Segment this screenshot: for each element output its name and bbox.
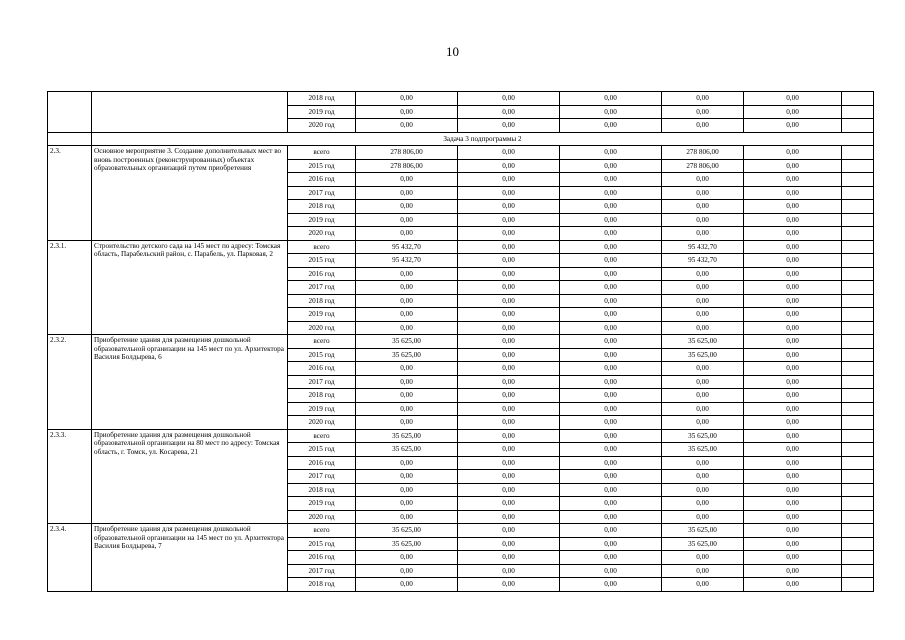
value-cell: 0,00	[560, 92, 662, 106]
year-cell: 2020 год	[288, 510, 356, 524]
value-cell: 0,00	[662, 578, 744, 592]
value-cell: 0,00	[560, 146, 662, 160]
year-cell: 2017 год	[288, 281, 356, 295]
year-cell: 2020 год	[288, 416, 356, 430]
value-cell: 278 806,00	[356, 159, 458, 173]
value-cell: 35 625,00	[356, 443, 458, 457]
value-cell: 0,00	[662, 200, 744, 214]
year-cell: 2015 год	[288, 443, 356, 457]
value-cell: 0,00	[458, 173, 560, 187]
year-cell: 2018 год	[288, 389, 356, 403]
empty-cell	[842, 443, 874, 457]
value-cell: 0,00	[744, 402, 842, 416]
item-name-cell	[92, 335, 288, 430]
year-cell: 2016 год	[288, 551, 356, 565]
value-cell: 0,00	[458, 578, 560, 592]
value-cell: 0,00	[662, 186, 744, 200]
value-cell: 0,00	[744, 510, 842, 524]
value-cell: 0,00	[662, 92, 744, 106]
item-number: 2.3.3.	[48, 429, 92, 524]
value-cell: 0,00	[458, 483, 560, 497]
year-cell: 2016 год	[288, 362, 356, 376]
year-cell: 2019 год	[288, 105, 356, 119]
value-cell: 0,00	[662, 564, 744, 578]
item-name-cell	[92, 146, 288, 241]
value-cell: 0,00	[662, 119, 744, 133]
value-cell: 0,00	[458, 510, 560, 524]
value-cell: 0,00	[744, 294, 842, 308]
empty-cell	[842, 335, 874, 349]
value-cell: 0,00	[356, 362, 458, 376]
table-row	[48, 146, 874, 160]
table-row	[48, 335, 874, 349]
year-cell: 2020 год	[288, 321, 356, 335]
value-cell: 0,00	[744, 119, 842, 133]
value-cell: 95 432,70	[662, 254, 744, 268]
value-cell: 0,00	[560, 186, 662, 200]
value-cell: 0,00	[560, 443, 662, 457]
value-cell: 0,00	[744, 267, 842, 281]
empty-cell	[842, 281, 874, 295]
value-cell: 0,00	[744, 227, 842, 241]
value-cell: 0,00	[356, 105, 458, 119]
empty-cell	[842, 294, 874, 308]
name-cell	[92, 92, 288, 133]
value-cell: 0,00	[356, 281, 458, 295]
value-cell: 0,00	[744, 443, 842, 457]
empty-cell	[842, 200, 874, 214]
value-cell: 0,00	[560, 119, 662, 133]
empty-cell	[842, 254, 874, 268]
value-cell: 0,00	[662, 267, 744, 281]
value-cell: 0,00	[356, 551, 458, 565]
value-cell: 0,00	[356, 173, 458, 187]
value-cell: 0,00	[662, 389, 744, 403]
value-cell: 0,00	[662, 227, 744, 241]
item-name: Строительство детского сада на 145 мест по адресу: Томская область, Парабельский район, с. Парабель, ул. Парковая, 2	[94, 241, 281, 259]
value-cell: 0,00	[458, 389, 560, 403]
value-cell: 0,00	[458, 92, 560, 106]
page-number: 10	[446, 44, 459, 59]
value-cell: 0,00	[744, 173, 842, 187]
value-cell: 0,00	[662, 551, 744, 565]
year-cell: всего	[288, 146, 356, 160]
value-cell: 0,00	[744, 254, 842, 268]
value-cell: 0,00	[744, 308, 842, 322]
empty-cell	[842, 483, 874, 497]
empty-cell	[842, 213, 874, 227]
value-cell: 95 432,70	[356, 240, 458, 254]
value-cell: 35 625,00	[662, 524, 744, 538]
value-cell: 0,00	[356, 267, 458, 281]
value-cell: 0,00	[458, 402, 560, 416]
value-cell: 0,00	[662, 416, 744, 430]
empty-cell	[842, 362, 874, 376]
value-cell: 0,00	[356, 564, 458, 578]
value-cell: 35 625,00	[662, 537, 744, 551]
value-cell: 0,00	[744, 470, 842, 484]
value-cell: 0,00	[560, 254, 662, 268]
value-cell: 0,00	[744, 578, 842, 592]
empty-cell	[842, 456, 874, 470]
year-cell: всего	[288, 240, 356, 254]
empty-cell	[842, 267, 874, 281]
value-cell: 0,00	[662, 294, 744, 308]
value-cell: 0,00	[744, 362, 842, 376]
value-cell: 95 432,70	[356, 254, 458, 268]
item-name-cell	[92, 524, 288, 592]
item-number: 2.3.	[48, 146, 92, 241]
year-cell: 2017 год	[288, 564, 356, 578]
value-cell: 0,00	[458, 281, 560, 295]
value-cell: 0,00	[662, 105, 744, 119]
empty-cell	[842, 159, 874, 173]
value-cell: 0,00	[560, 173, 662, 187]
number-cell	[48, 132, 92, 146]
table-row	[48, 524, 874, 538]
year-cell: 2015 год	[288, 348, 356, 362]
value-cell: 278 806,00	[356, 146, 458, 160]
value-cell: 0,00	[458, 456, 560, 470]
value-cell: 0,00	[560, 281, 662, 295]
year-cell: 2015 год	[288, 537, 356, 551]
value-cell: 0,00	[662, 497, 744, 511]
value-cell: 0,00	[744, 321, 842, 335]
value-cell: 0,00	[458, 470, 560, 484]
task-row	[48, 132, 874, 146]
value-cell: 35 625,00	[662, 429, 744, 443]
value-cell: 0,00	[356, 416, 458, 430]
value-cell: 0,00	[560, 375, 662, 389]
item-name-cell	[92, 240, 288, 335]
value-cell: 0,00	[356, 92, 458, 106]
empty-cell	[842, 497, 874, 511]
value-cell: 0,00	[458, 227, 560, 241]
empty-cell	[842, 510, 874, 524]
value-cell: 0,00	[560, 348, 662, 362]
value-cell: 0,00	[458, 200, 560, 214]
value-cell: 95 432,70	[662, 240, 744, 254]
value-cell: 0,00	[744, 375, 842, 389]
value-cell: 35 625,00	[356, 429, 458, 443]
value-cell: 0,00	[458, 308, 560, 322]
empty-cell	[842, 308, 874, 322]
value-cell: 0,00	[744, 389, 842, 403]
empty-cell	[842, 564, 874, 578]
value-cell: 0,00	[560, 200, 662, 214]
value-cell: 0,00	[662, 375, 744, 389]
value-cell: 0,00	[458, 497, 560, 511]
value-cell: 0,00	[458, 294, 560, 308]
value-cell: 35 625,00	[356, 537, 458, 551]
empty-cell	[842, 105, 874, 119]
value-cell: 0,00	[356, 402, 458, 416]
value-cell: 0,00	[458, 254, 560, 268]
year-cell: 2015 год	[288, 254, 356, 268]
year-cell: 2016 год	[288, 267, 356, 281]
year-cell: 2018 год	[288, 92, 356, 106]
value-cell: 0,00	[560, 308, 662, 322]
value-cell: 0,00	[560, 321, 662, 335]
value-cell: 0,00	[458, 564, 560, 578]
value-cell: 0,00	[744, 213, 842, 227]
value-cell: 0,00	[662, 281, 744, 295]
empty-cell	[842, 119, 874, 133]
value-cell: 0,00	[560, 105, 662, 119]
value-cell: 0,00	[744, 159, 842, 173]
item-name-cell	[92, 429, 288, 524]
year-cell: 2017 год	[288, 375, 356, 389]
empty-cell	[842, 402, 874, 416]
year-cell: 2019 год	[288, 497, 356, 511]
value-cell: 0,00	[458, 186, 560, 200]
value-cell: 0,00	[662, 362, 744, 376]
value-cell: 0,00	[458, 443, 560, 457]
value-cell: 0,00	[744, 497, 842, 511]
value-cell: 0,00	[356, 213, 458, 227]
value-cell: 0,00	[744, 146, 842, 160]
item-name: Приобретение здания для размещения дошкольной образовательной организации на 145 мест по ул. Архитектора Василия Болдырева, 7	[94, 525, 284, 551]
value-cell: 0,00	[458, 213, 560, 227]
value-cell: 0,00	[744, 186, 842, 200]
year-cell: всего	[288, 335, 356, 349]
empty-cell	[842, 186, 874, 200]
year-cell: 2018 год	[288, 578, 356, 592]
value-cell: 0,00	[662, 483, 744, 497]
value-cell: 0,00	[662, 470, 744, 484]
value-cell: 0,00	[560, 510, 662, 524]
table-row	[48, 92, 874, 106]
value-cell: 35 625,00	[662, 335, 744, 349]
value-cell: 0,00	[560, 537, 662, 551]
table-body	[48, 92, 874, 592]
number-cell	[48, 92, 92, 133]
empty-cell	[842, 416, 874, 430]
item-number: 2.3.1.	[48, 240, 92, 335]
table-row	[48, 429, 874, 443]
value-cell: 0,00	[744, 564, 842, 578]
table-row	[48, 240, 874, 254]
value-cell: 0,00	[560, 402, 662, 416]
value-cell: 0,00	[560, 470, 662, 484]
value-cell: 0,00	[560, 389, 662, 403]
year-cell: 2019 год	[288, 402, 356, 416]
year-cell: 2020 год	[288, 227, 356, 241]
value-cell: 0,00	[356, 470, 458, 484]
year-cell: 2018 год	[288, 483, 356, 497]
empty-cell	[842, 375, 874, 389]
value-cell: 0,00	[458, 551, 560, 565]
year-cell: 2016 год	[288, 173, 356, 187]
value-cell: 0,00	[356, 389, 458, 403]
item-number: 2.3.4.	[48, 524, 92, 592]
value-cell: 0,00	[662, 213, 744, 227]
value-cell: 0,00	[458, 537, 560, 551]
value-cell: 0,00	[356, 119, 458, 133]
task-title: Задача 3 подпрограммы 2	[92, 132, 874, 146]
year-cell: 2019 год	[288, 308, 356, 322]
value-cell: 0,00	[744, 281, 842, 295]
value-cell: 0,00	[356, 308, 458, 322]
value-cell: 0,00	[356, 375, 458, 389]
value-cell: 0,00	[560, 429, 662, 443]
value-cell: 0,00	[560, 362, 662, 376]
value-cell: 0,00	[560, 240, 662, 254]
value-cell: 0,00	[560, 213, 662, 227]
value-cell: 0,00	[662, 456, 744, 470]
value-cell: 0,00	[560, 227, 662, 241]
year-cell: 2016 год	[288, 456, 356, 470]
empty-cell	[842, 551, 874, 565]
value-cell: 35 625,00	[356, 524, 458, 538]
value-cell: 0,00	[744, 456, 842, 470]
value-cell: 0,00	[744, 105, 842, 119]
value-cell: 0,00	[744, 200, 842, 214]
empty-cell	[842, 470, 874, 484]
year-cell: 2018 год	[288, 200, 356, 214]
value-cell: 0,00	[356, 578, 458, 592]
value-cell: 0,00	[560, 159, 662, 173]
value-cell: 0,00	[458, 119, 560, 133]
value-cell: 0,00	[458, 416, 560, 430]
value-cell: 0,00	[662, 402, 744, 416]
value-cell: 0,00	[458, 362, 560, 376]
value-cell: 278 806,00	[662, 146, 744, 160]
year-cell: 2017 год	[288, 186, 356, 200]
year-cell: 2018 год	[288, 294, 356, 308]
value-cell: 0,00	[744, 483, 842, 497]
value-cell: 0,00	[356, 186, 458, 200]
empty-cell	[842, 92, 874, 106]
value-cell: 0,00	[560, 497, 662, 511]
year-cell: 2017 год	[288, 470, 356, 484]
value-cell: 0,00	[560, 524, 662, 538]
value-cell: 0,00	[458, 321, 560, 335]
year-cell: 2019 год	[288, 213, 356, 227]
year-cell: всего	[288, 524, 356, 538]
empty-cell	[842, 578, 874, 592]
empty-cell	[842, 240, 874, 254]
value-cell: 0,00	[662, 173, 744, 187]
value-cell: 0,00	[662, 308, 744, 322]
value-cell: 0,00	[560, 564, 662, 578]
value-cell: 0,00	[560, 456, 662, 470]
value-cell: 0,00	[458, 267, 560, 281]
value-cell: 0,00	[356, 483, 458, 497]
value-cell: 0,00	[662, 510, 744, 524]
value-cell: 0,00	[744, 92, 842, 106]
value-cell: 0,00	[560, 416, 662, 430]
value-cell: 0,00	[458, 429, 560, 443]
year-cell: всего	[288, 429, 356, 443]
value-cell: 0,00	[744, 429, 842, 443]
empty-cell	[842, 227, 874, 241]
value-cell: 0,00	[458, 146, 560, 160]
empty-cell	[842, 537, 874, 551]
empty-cell	[842, 429, 874, 443]
value-cell: 0,00	[458, 524, 560, 538]
empty-cell	[842, 389, 874, 403]
item-number: 2.3.2.	[48, 335, 92, 430]
value-cell: 0,00	[356, 294, 458, 308]
value-cell: 0,00	[744, 240, 842, 254]
value-cell: 0,00	[356, 497, 458, 511]
value-cell: 0,00	[560, 551, 662, 565]
item-name: Приобретение здания для размещения дошкольной образовательной организации на 80 мест по адресу: Томская область, г. Томск, ул. Косарева, 21	[94, 430, 280, 456]
empty-cell	[842, 348, 874, 362]
value-cell: 0,00	[458, 348, 560, 362]
value-cell: 35 625,00	[662, 443, 744, 457]
value-cell: 0,00	[662, 321, 744, 335]
value-cell: 35 625,00	[662, 348, 744, 362]
item-name: Приобретение здания для размещения дошкольной образовательной организации на 145 мест по ул. Архитектора Василия Болдырева, 6	[94, 336, 284, 362]
value-cell: 0,00	[744, 348, 842, 362]
value-cell: 0,00	[458, 159, 560, 173]
value-cell: 0,00	[744, 335, 842, 349]
value-cell: 0,00	[744, 416, 842, 430]
value-cell: 0,00	[560, 578, 662, 592]
value-cell: 0,00	[560, 294, 662, 308]
item-name: Основное мероприятие 3. Создание дополнительных мест во вновь построенных (реконструированных) объектах образовательных организаций путем приобретения	[94, 147, 282, 173]
value-cell: 0,00	[458, 335, 560, 349]
value-cell: 0,00	[458, 375, 560, 389]
value-cell: 0,00	[356, 227, 458, 241]
value-cell: 0,00	[744, 524, 842, 538]
value-cell: 0,00	[560, 267, 662, 281]
value-cell: 278 806,00	[662, 159, 744, 173]
value-cell: 0,00	[458, 240, 560, 254]
empty-cell	[842, 146, 874, 160]
year-cell: 2015 год	[288, 159, 356, 173]
value-cell: 0,00	[744, 537, 842, 551]
value-cell: 0,00	[356, 321, 458, 335]
value-cell: 35 625,00	[356, 335, 458, 349]
value-cell: 35 625,00	[356, 348, 458, 362]
value-cell: 0,00	[356, 456, 458, 470]
empty-cell	[842, 321, 874, 335]
value-cell: 0,00	[560, 483, 662, 497]
empty-cell	[842, 173, 874, 187]
empty-cell	[842, 524, 874, 538]
value-cell: 0,00	[356, 200, 458, 214]
value-cell: 0,00	[458, 105, 560, 119]
budget-table	[47, 91, 874, 592]
year-cell: 2020 год	[288, 119, 356, 133]
value-cell: 0,00	[560, 335, 662, 349]
value-cell: 0,00	[744, 551, 842, 565]
value-cell: 0,00	[356, 510, 458, 524]
